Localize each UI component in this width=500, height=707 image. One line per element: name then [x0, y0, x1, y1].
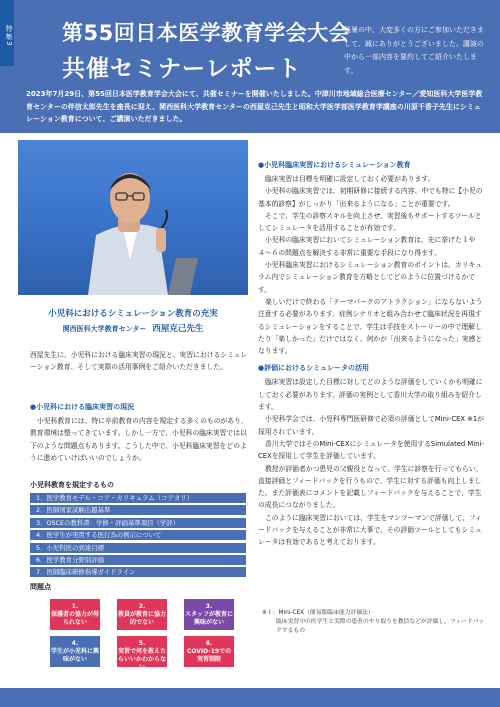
header-banner	[0, 0, 500, 133]
right-section-heading-1: ●小児科臨床実習におけるシミュレーション教育	[258, 161, 411, 169]
greeting-text: 猛暑の中、大変多くの方にご参加いただきまして、誠にありがとうございました。講演の中から一部内容を要約してご紹介いたします。	[344, 26, 484, 75]
paragraph: そこで、学生の診察スキルを向上させ、実習後もサポートするツールとしてシミュレータを活用することが有効です。	[258, 211, 482, 233]
paragraph: 香川大学ではそのMini-CEXにシミュレータを使用するSimulated Mini-CEXを採用して学生を評価しています。	[258, 439, 484, 461]
right-section-heading-2: ●評価におけるシミュレータの活用	[258, 364, 369, 373]
intro-text: 西屋先生に、小児科における臨床実習の現況と、実習におけるシミュレーション教育、そして実際の活用事例をご紹介いただきました。	[30, 351, 248, 371]
feature-tab: 特集3	[0, 0, 14, 66]
paragraph: 小児科の臨床実習においてシミュレーション教育は、先に挙げた１や４〜６の問題点を解決する非常に重要な手段になり得ます。	[258, 236, 476, 257]
list-item: 3．OSCEの教科書：学修・評価基準項目（学評）	[30, 518, 246, 528]
issue-box-2	[117, 599, 167, 630]
title-line-1: 第55回日本医学教育学会大会	[62, 21, 351, 45]
left-section-heading: ●小児科における臨床実習の現況	[30, 403, 135, 411]
issue-box-4	[50, 636, 100, 667]
issue-box-6	[184, 636, 234, 667]
speaker-photo	[18, 140, 248, 295]
left-section-text: 小児科教育には、特に卒前教育の内容を規定する多くのものがあり、教育環境は整ってきています。しかし一方で、小児科の臨床実習では以下のような問題点もあります。こうした中で、小児科臨床実習をどのように進めていけばいいのでしょうか。	[30, 417, 248, 462]
paragraph: このように臨床実習においては、学生をマンツーマンで評価して、フィードバックを与えることが非常に大事で、その評価ツールとしてもシミュレータは有効であると考えております。	[258, 513, 482, 547]
issue-box-3	[184, 599, 234, 630]
issue-number: 3.	[205, 603, 213, 610]
footnote-line-1: ※１：Mini-CEX（簡易版臨床能力評価法）	[262, 610, 374, 616]
issue-number: 4.	[71, 640, 79, 647]
issue-text: COVID-19での実習制限	[186, 648, 232, 663]
paragraph: 小児科学会では、小児科専門医研修で必須の評価としてMini-CEX ※1が採用されています。	[258, 415, 484, 436]
list-item: 6．医学教育分野別評価	[30, 555, 246, 565]
issue-number: 2.	[138, 603, 146, 610]
issue-number: 1.	[71, 603, 79, 610]
lead-paragraph: 2023年7月29日、第55回日本医学教育学会大会にて、共催セミナーを開催いたしました。中津川市地域総合医療センター／愛知医科大学医学教育センターの伴信太郎先生を座長に迎え、関西医科大学教育センターの西屋克己先生と昭和大学医学部医学教育学講座の川原千香子先生にシミュレーション教育について、ご講演いただきました。	[26, 90, 483, 123]
paragraph: 小児科の臨床実習では、初期研修に接続する内容、中でも特に【小児の基本的診察】がしっかり「出来るようになる」ことが重要です。	[258, 187, 483, 208]
paragraph: 小児科臨床実習におけるシミュレーション教育のポイントは、カリキュラム内でシミュレーション教育を方略としてどのように位置づけるかです。	[258, 261, 483, 294]
speaker-name: 西屋克己先生	[152, 324, 204, 334]
list-item: 5．小児科医の到達目標	[30, 543, 246, 553]
left-section	[30, 402, 250, 464]
list-item: 2．医師国家試験出題基準	[30, 505, 246, 515]
right-column	[258, 160, 486, 549]
bottom-bar	[0, 688, 500, 707]
list-item: 7．医師臨床研修指導ガイドライン	[30, 567, 246, 577]
list-title: 小児科教育を規定するもの	[30, 481, 114, 489]
footnote-line-2: 臨床実習中の医学生と実際の患者のやり取りを教員などが評価し、フィードバックするもの	[276, 619, 485, 634]
talk-title: 小児科におけるシミュレーション教育の充実	[48, 309, 218, 319]
list-item: 4．医学生が実習する医行為の例示について	[30, 530, 246, 540]
regulation-list	[30, 493, 246, 580]
list-item: 1．医学教育モデル・コア・カリキュラム（コアカリ）	[30, 493, 246, 503]
issue-text: 保護者の協力が得られない	[50, 611, 99, 626]
speaker-credit	[18, 322, 248, 334]
speaker-illustration	[18, 140, 248, 295]
paragraph: 楽しいだけで終わる「テーマパークのアトラクション」にならないよう注意する必要があります。症例シナリオと組み合わせて臨床状況を再現するシミュレーションをすることで、学生は手技をストーリーの中で理解したり「楽しかった」だけではなく、何かが「出来るようになった」実感となります。	[258, 297, 483, 356]
issue-box-5	[117, 636, 167, 671]
issue-text: 学生が小児科に興味がない	[50, 648, 99, 663]
title-line-2: 共催セミナーレポート	[62, 56, 302, 82]
footnote	[262, 609, 486, 636]
issue-number: 5.	[138, 640, 146, 647]
issue-text: スタッフが教育に興味がない	[184, 611, 233, 626]
issues-title: 問題点	[30, 583, 51, 591]
paragraph: 臨床実習は設定した目標に対してどのような評価をしていくかも明確にしておく必要があります。評価の実例として香川大学の取り組みを紹介します。	[258, 378, 483, 412]
paragraph: 臨床実習は目標を明確に設定しておく必要があります。	[265, 175, 435, 183]
speaker-affiliation: 関西医科大学教育センター	[62, 325, 147, 333]
issue-box-1	[50, 599, 100, 630]
issue-number: 6.	[205, 640, 213, 647]
issue-text: 実習で何を教えたらいいかわからない	[117, 648, 166, 671]
paragraph: 教授が評価者かつ患児の父親役となって、学生に診察を行ってもらい、直接評価とフィードバックを行うもので、学生に対する評価も向上しました。また評価表にコメントを記載しフィードバックを与えることで、学生の成長につながりました。	[258, 464, 483, 510]
issue-text: 教員が教育に協力的でない	[117, 611, 166, 626]
